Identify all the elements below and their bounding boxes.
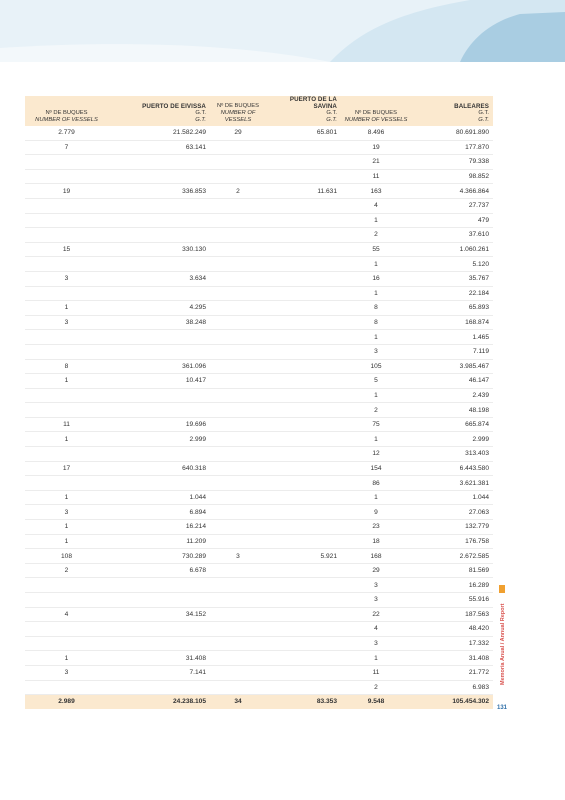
table-cell: 1 — [25, 374, 110, 389]
table-cell — [268, 403, 341, 418]
table-cell — [210, 417, 268, 432]
table-cell — [210, 169, 268, 184]
table-row — [25, 636, 493, 651]
table-cell — [210, 198, 268, 213]
table-cell: 29 — [210, 126, 268, 140]
table-row — [25, 286, 493, 301]
table-cell: 2.439 — [413, 388, 493, 403]
table-cell — [268, 374, 341, 389]
table-row — [25, 140, 493, 155]
table-cell — [110, 476, 210, 491]
table-cell: 4.366.864 — [413, 184, 493, 199]
table-cell — [268, 461, 341, 476]
table-cell — [210, 461, 268, 476]
total-cell: 83.353 — [268, 695, 341, 709]
table-cell: 8 — [341, 301, 413, 316]
table-cell: 3 — [341, 578, 413, 593]
table-cell: 11.209 — [110, 534, 210, 549]
table-cell: 11.631 — [268, 184, 341, 199]
table-cell: 8 — [341, 315, 413, 330]
table-cell — [268, 315, 341, 330]
table-cell — [110, 636, 210, 651]
table-row — [25, 184, 493, 199]
header-savina-vessels: Nº DE BUQUES NUMBER OF VESSELS — [210, 96, 268, 126]
table-cell: 34.152 — [110, 607, 210, 622]
table-cell: 8.496 — [341, 126, 413, 140]
table-cell — [268, 476, 341, 491]
table-cell: 19 — [341, 140, 413, 155]
table-cell — [110, 403, 210, 418]
table-cell: 1 — [341, 651, 413, 666]
table-cell: 17 — [25, 461, 110, 476]
table-cell: 17.332 — [413, 636, 493, 651]
table-row — [25, 359, 493, 374]
table-cell: 1 — [341, 257, 413, 272]
table-cell: 4 — [341, 622, 413, 637]
table-cell: 37.610 — [413, 228, 493, 243]
table-cell: 1.044 — [110, 490, 210, 505]
table-cell: 1 — [25, 301, 110, 316]
table-cell: 3 — [25, 315, 110, 330]
table-cell — [268, 242, 341, 257]
table-cell — [210, 344, 268, 359]
table-cell: 2 — [341, 403, 413, 418]
table-cell — [110, 198, 210, 213]
table-cell — [110, 447, 210, 462]
table-row — [25, 607, 493, 622]
table-cell — [210, 140, 268, 155]
table-cell — [268, 578, 341, 593]
table-cell — [268, 198, 341, 213]
table-cell: 1.465 — [413, 330, 493, 345]
table-cell: 1 — [25, 432, 110, 447]
table-cell — [25, 344, 110, 359]
vessel-table — [25, 96, 493, 709]
table-cell — [268, 432, 341, 447]
table-cell — [268, 286, 341, 301]
table-cell: 16 — [341, 271, 413, 286]
table-cell: 11 — [341, 665, 413, 680]
table-cell: 48.198 — [413, 403, 493, 418]
table-body — [25, 126, 493, 709]
table-cell: 98.852 — [413, 169, 493, 184]
table-cell: 6.894 — [110, 505, 210, 520]
table-row — [25, 432, 493, 447]
table-cell: 55.916 — [413, 593, 493, 608]
table-cell — [110, 169, 210, 184]
table-cell: 65.801 — [268, 126, 341, 140]
table-cell: 31.408 — [413, 651, 493, 666]
table-cell — [210, 505, 268, 520]
table-cell: 6.678 — [110, 563, 210, 578]
table-cell: 1 — [25, 490, 110, 505]
table-cell — [268, 417, 341, 432]
table-cell: 640.318 — [110, 461, 210, 476]
table-cell — [110, 213, 210, 228]
table-cell: 23 — [341, 520, 413, 535]
table-row — [25, 505, 493, 520]
table-cell: 1 — [25, 651, 110, 666]
table-row — [25, 126, 493, 140]
table-cell — [210, 228, 268, 243]
table-header-row — [25, 96, 493, 126]
table-cell — [268, 257, 341, 272]
total-cell: 24.238.105 — [110, 695, 210, 709]
table-cell — [210, 432, 268, 447]
table-cell: 313.403 — [413, 447, 493, 462]
table-cell: 15 — [25, 242, 110, 257]
table-cell: 2.999 — [413, 432, 493, 447]
table-cell: 132.779 — [413, 520, 493, 535]
table-row — [25, 447, 493, 462]
total-cell: 34 — [210, 695, 268, 709]
table-cell — [110, 593, 210, 608]
table-row — [25, 169, 493, 184]
table-cell: 163 — [341, 184, 413, 199]
table-cell — [210, 447, 268, 462]
banner-graphic — [0, 0, 565, 62]
table-cell: 27.737 — [413, 198, 493, 213]
table-row — [25, 665, 493, 680]
side-label-graphic — [497, 585, 507, 685]
table-cell — [110, 388, 210, 403]
table-cell: 4.295 — [110, 301, 210, 316]
table-cell — [210, 520, 268, 535]
table-cell: 1 — [341, 330, 413, 345]
table-row — [25, 344, 493, 359]
table-row — [25, 374, 493, 389]
table-cell — [210, 242, 268, 257]
table-cell — [268, 651, 341, 666]
table-cell — [25, 578, 110, 593]
table-cell: 7 — [25, 140, 110, 155]
header-savina-gt: PUERTO DE LA SAVINA G.T. G.T. — [268, 96, 341, 126]
table-cell — [25, 476, 110, 491]
table-cell — [25, 330, 110, 345]
table-cell: 19.696 — [110, 417, 210, 432]
table-cell: 1 — [25, 520, 110, 535]
table-cell: 86 — [341, 476, 413, 491]
table-cell — [268, 330, 341, 345]
table-cell: 187.563 — [413, 607, 493, 622]
table-cell: 168.874 — [413, 315, 493, 330]
table-cell: 10.417 — [110, 374, 210, 389]
table-cell: 29 — [341, 563, 413, 578]
table-cell: 3.621.381 — [413, 476, 493, 491]
table-cell — [210, 578, 268, 593]
table-row — [25, 228, 493, 243]
header-eivissa-vessels: Nº DE BUQUES NUMBER OF VESSELS — [25, 96, 110, 126]
table-cell: 2 — [341, 680, 413, 695]
table-cell — [110, 257, 210, 272]
table-cell: 1 — [341, 388, 413, 403]
table-cell: 8 — [25, 359, 110, 374]
table-cell: 1 — [341, 286, 413, 301]
table-row — [25, 417, 493, 432]
table-cell: 38.248 — [110, 315, 210, 330]
table-row — [25, 680, 493, 695]
table-cell — [268, 155, 341, 170]
table-cell — [25, 593, 110, 608]
table-row — [25, 520, 493, 535]
table-cell: 2.999 — [110, 432, 210, 447]
table-cell: 11 — [25, 417, 110, 432]
table-cell — [268, 607, 341, 622]
table-cell: 12 — [341, 447, 413, 462]
table-cell — [25, 403, 110, 418]
table-cell: 1 — [341, 432, 413, 447]
table-row — [25, 155, 493, 170]
table-cell: 2 — [341, 228, 413, 243]
totals-row — [25, 695, 493, 709]
table-cell — [210, 330, 268, 345]
table-row — [25, 330, 493, 345]
table-cell — [268, 169, 341, 184]
table-row — [25, 242, 493, 257]
table-cell — [110, 155, 210, 170]
table-cell: 3 — [341, 636, 413, 651]
table-cell: 55 — [341, 242, 413, 257]
table-cell — [210, 257, 268, 272]
table-cell: 80.691.890 — [413, 126, 493, 140]
table-row — [25, 622, 493, 637]
table-cell — [25, 198, 110, 213]
table-cell — [268, 505, 341, 520]
table-cell: 665.874 — [413, 417, 493, 432]
table-cell — [210, 680, 268, 695]
table-cell — [210, 403, 268, 418]
side-label-text: Memoria Anual / Annual Report — [500, 603, 506, 685]
header-eivissa-gt: PUERTO DE EIVISSA G.T. G.T. — [110, 96, 210, 126]
table-row — [25, 271, 493, 286]
table-cell — [210, 286, 268, 301]
table-cell — [210, 359, 268, 374]
table-cell — [110, 680, 210, 695]
table-row — [25, 549, 493, 564]
table-cell — [110, 622, 210, 637]
table-cell — [268, 213, 341, 228]
table-cell: 336.853 — [110, 184, 210, 199]
table-cell — [268, 271, 341, 286]
table-cell: 11 — [341, 169, 413, 184]
table-cell: 3 — [25, 665, 110, 680]
table-cell — [110, 286, 210, 301]
table-cell: 46.147 — [413, 374, 493, 389]
table-cell: 31.408 — [110, 651, 210, 666]
table-cell: 108 — [25, 549, 110, 564]
table-cell: 1.060.261 — [413, 242, 493, 257]
table-cell — [268, 359, 341, 374]
header-baleares-gt: BALEARES G.T. G.T. — [413, 96, 493, 126]
table-cell — [210, 622, 268, 637]
table-row — [25, 476, 493, 491]
table-cell — [25, 388, 110, 403]
table-cell — [268, 140, 341, 155]
table-cell: 19 — [25, 184, 110, 199]
table-cell — [210, 155, 268, 170]
table-cell: 1.044 — [413, 490, 493, 505]
table-cell: 7.141 — [110, 665, 210, 680]
page-number: 131 — [497, 705, 508, 711]
table-cell — [268, 388, 341, 403]
table-cell: 4 — [341, 198, 413, 213]
table-cell: 16.289 — [413, 578, 493, 593]
table-cell — [268, 520, 341, 535]
table-cell: 3 — [25, 271, 110, 286]
table-cell — [268, 447, 341, 462]
table-cell: 9 — [341, 505, 413, 520]
table-cell: 75 — [341, 417, 413, 432]
table-cell: 154 — [341, 461, 413, 476]
table-cell: 79.338 — [413, 155, 493, 170]
table-cell: 479 — [413, 213, 493, 228]
table-row — [25, 301, 493, 316]
table-cell — [210, 374, 268, 389]
table-cell: 21 — [341, 155, 413, 170]
table-cell — [25, 155, 110, 170]
table-cell: 22 — [341, 607, 413, 622]
table-cell — [25, 286, 110, 301]
table-cell — [268, 534, 341, 549]
table-row — [25, 534, 493, 549]
table-row — [25, 198, 493, 213]
table-cell — [210, 315, 268, 330]
table-cell: 5 — [341, 374, 413, 389]
table-cell — [268, 593, 341, 608]
table-cell: 105 — [341, 359, 413, 374]
table-cell — [25, 636, 110, 651]
table-cell: 21.772 — [413, 665, 493, 680]
table-cell — [25, 680, 110, 695]
table-cell: 2 — [210, 184, 268, 199]
table-row — [25, 651, 493, 666]
side-accent-mark — [499, 585, 505, 593]
table-cell: 1 — [341, 213, 413, 228]
table-cell: 5.921 — [268, 549, 341, 564]
table-cell — [210, 476, 268, 491]
table-cell — [210, 213, 268, 228]
table-row — [25, 388, 493, 403]
table-cell: 176.758 — [413, 534, 493, 549]
table-cell — [210, 301, 268, 316]
table-row — [25, 257, 493, 272]
table-cell — [210, 636, 268, 651]
table-cell — [210, 665, 268, 680]
table-cell: 81.569 — [413, 563, 493, 578]
table-cell — [210, 607, 268, 622]
table-cell: 3 — [25, 505, 110, 520]
table-row — [25, 403, 493, 418]
table-cell: 730.289 — [110, 549, 210, 564]
table-cell — [210, 388, 268, 403]
table-cell: 6.983 — [413, 680, 493, 695]
table-row — [25, 490, 493, 505]
table-cell: 361.096 — [110, 359, 210, 374]
table-cell: 16.214 — [110, 520, 210, 535]
table-cell: 168 — [341, 549, 413, 564]
table-cell: 330.130 — [110, 242, 210, 257]
table-cell — [210, 534, 268, 549]
table-cell — [25, 257, 110, 272]
table-cell — [110, 578, 210, 593]
table-cell: 18 — [341, 534, 413, 549]
table-cell — [25, 213, 110, 228]
table-cell — [268, 228, 341, 243]
table-cell: 35.767 — [413, 271, 493, 286]
table-cell: 6.443.580 — [413, 461, 493, 476]
table-cell — [210, 271, 268, 286]
total-cell: 9.548 — [341, 695, 413, 709]
side-report-label — [497, 585, 507, 685]
table-cell: 48.420 — [413, 622, 493, 637]
table-cell — [210, 563, 268, 578]
table-cell: 27.063 — [413, 505, 493, 520]
table-cell: 4 — [25, 607, 110, 622]
table-cell — [210, 651, 268, 666]
table-cell: 22.184 — [413, 286, 493, 301]
total-cell: 2.989 — [25, 695, 110, 709]
table-cell — [268, 665, 341, 680]
table-cell — [25, 169, 110, 184]
table-cell: 177.870 — [413, 140, 493, 155]
table-cell — [268, 344, 341, 359]
table-cell: 5.120 — [413, 257, 493, 272]
table-cell: 1 — [25, 534, 110, 549]
table-cell — [268, 490, 341, 505]
table-row — [25, 461, 493, 476]
table-cell — [110, 344, 210, 359]
table-cell: 3 — [341, 593, 413, 608]
table-row — [25, 213, 493, 228]
table-row — [25, 315, 493, 330]
table-cell — [110, 330, 210, 345]
table-cell — [25, 228, 110, 243]
total-cell: 105.454.302 — [413, 695, 493, 709]
table-cell — [25, 622, 110, 637]
table-cell — [210, 593, 268, 608]
table-cell — [25, 447, 110, 462]
table-cell — [268, 622, 341, 637]
table-cell: 65.893 — [413, 301, 493, 316]
table-row — [25, 578, 493, 593]
table-cell: 3 — [210, 549, 268, 564]
table-cell — [268, 636, 341, 651]
table-row — [25, 563, 493, 578]
table-cell — [268, 301, 341, 316]
table-cell — [268, 680, 341, 695]
table-cell: 21.582.249 — [110, 126, 210, 140]
table-cell: 2.672.585 — [413, 549, 493, 564]
table-cell: 1 — [341, 490, 413, 505]
table-cell: 2.779 — [25, 126, 110, 140]
table-cell — [110, 228, 210, 243]
header-baleares-vessels: Nº DE BUQUES NUMBER OF VESSELS — [341, 96, 413, 126]
table-row — [25, 593, 493, 608]
header-banner — [0, 0, 565, 62]
table-cell: 3 — [341, 344, 413, 359]
table-cell — [268, 563, 341, 578]
table-cell: 7.119 — [413, 344, 493, 359]
table-cell — [210, 490, 268, 505]
table-cell: 3.985.467 — [413, 359, 493, 374]
table-cell: 63.141 — [110, 140, 210, 155]
table-cell: 2 — [25, 563, 110, 578]
table-cell: 3.634 — [110, 271, 210, 286]
